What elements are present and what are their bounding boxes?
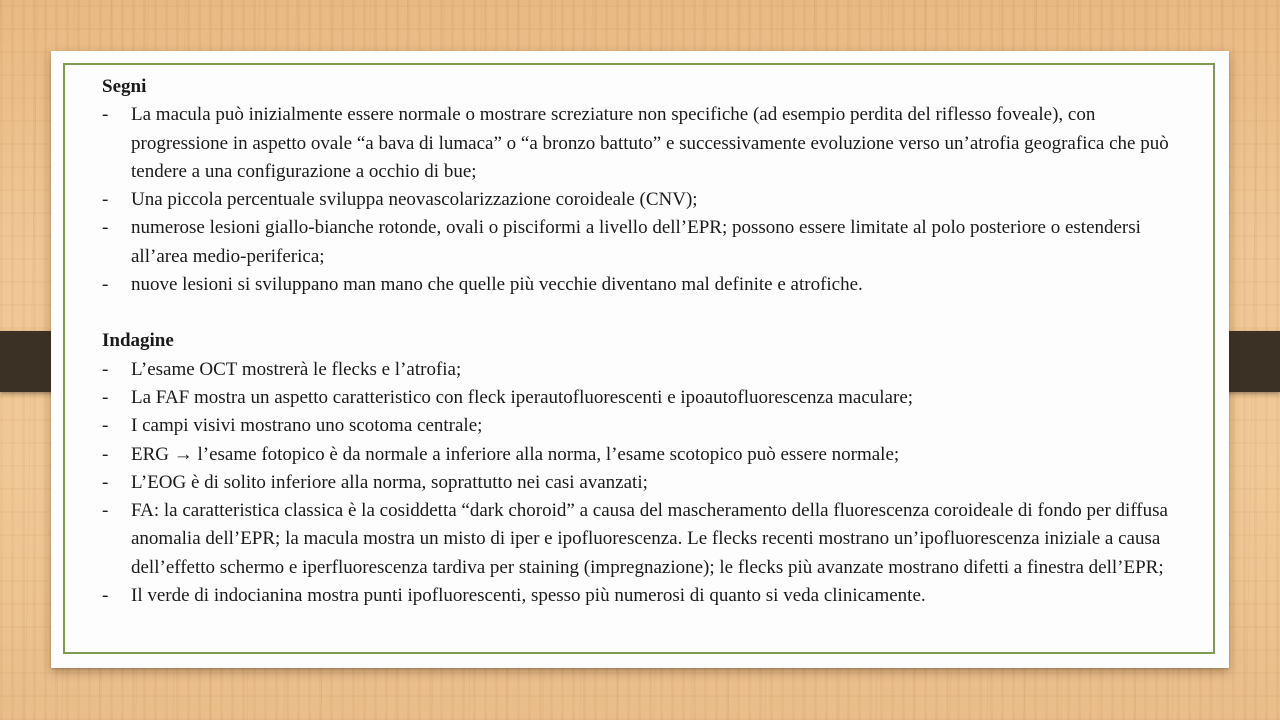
bullet-dash: - [102, 104, 109, 126]
list-item-text: La FAF mostra un aspetto caratteristico con fleck iperautofluorescenti e ipoautofluorescenza maculare; [131, 386, 914, 408]
list-item [102, 271, 1192, 299]
list-item [102, 186, 1192, 214]
list-item [102, 497, 1192, 582]
indagine-list [102, 356, 1192, 611]
section-spacer [102, 299, 1192, 327]
list-item-text: I campi visivi mostrano uno scotoma centrale; [131, 415, 483, 437]
section-title-indagine: Indagine [102, 330, 174, 352]
list-item [102, 214, 1192, 271]
list-item-text: L’esame OCT mostrerà le flecks e l’atrofia; [131, 358, 462, 380]
bullet-dash: - [102, 274, 109, 296]
slide-content [102, 73, 1192, 610]
list-item-text: nuove lesioni si sviluppano man mano che quelle più vecchie diventano mal definite e atrofiche. [131, 274, 863, 296]
list-item-text: FA: la caratteristica classica è la cosiddetta “dark choroid” a causa del mascheramento della fluorescenza coroideale di fondo per diffusa anomalia dell’EPR; la macula mostra un misto di iper e ipofluorescenza. Le flecks recenti mostrano un’ipofluorescenza iniziale a causa dell’effetto schermo e iperfluorescenza tardiva per staining (impregnazione); le flecks più avanzate mostrano difetti a finestra dell’EPR; [131, 500, 1168, 578]
list-item-text: Il verde di indocianina mostra punti ipofluorescenti, spesso più numerosi di quanto si veda clinicamente. [131, 585, 926, 607]
bullet-dash: - [102, 217, 109, 239]
list-item-text: numerose lesioni giallo-bianche rotonde, ovali o pisciformi a livello dell’EPR; possono essere limitate al polo posteriore o estendersi all’area medio-periferica; [131, 217, 1141, 267]
list-item [102, 356, 1192, 384]
slide-card [51, 51, 1229, 668]
list-item [102, 412, 1192, 440]
bullet-dash: - [102, 415, 109, 437]
bullet-dash: - [102, 471, 109, 493]
bullet-dash: - [102, 500, 109, 522]
bullet-dash: - [102, 358, 109, 380]
segni-list [102, 101, 1192, 299]
list-item [102, 441, 1192, 469]
list-item-text: ERG → l’esame fotopico è da normale a inferiore alla norma, l’esame scotopico può essere normale; [131, 443, 900, 465]
list-item [102, 101, 1192, 186]
list-item [102, 469, 1192, 497]
list-item-text: L’EOG è di solito inferiore alla norma, soprattutto nei casi avanzati; [131, 471, 648, 493]
bullet-dash: - [102, 189, 109, 211]
bullet-dash: - [102, 443, 109, 465]
list-item-text: La macula può inizialmente essere normale o mostrare screziature non specifiche (ad esempio perdita del riflesso foveale), con progressione in aspetto ovale “a bava di lumaca” o “a bronzo battuto” e successivamente evoluzione verso un’atrofia geografica che può tendere a una configurazione a occhio di bue; [131, 104, 1169, 182]
bullet-dash: - [102, 386, 109, 408]
list-item [102, 384, 1192, 412]
bullet-dash: - [102, 585, 109, 607]
list-item [102, 582, 1192, 610]
list-item-text: Una piccola percentuale sviluppa neovascolarizzazione coroideale (CNV); [131, 189, 698, 211]
section-title-segni: Segni [102, 76, 147, 97]
